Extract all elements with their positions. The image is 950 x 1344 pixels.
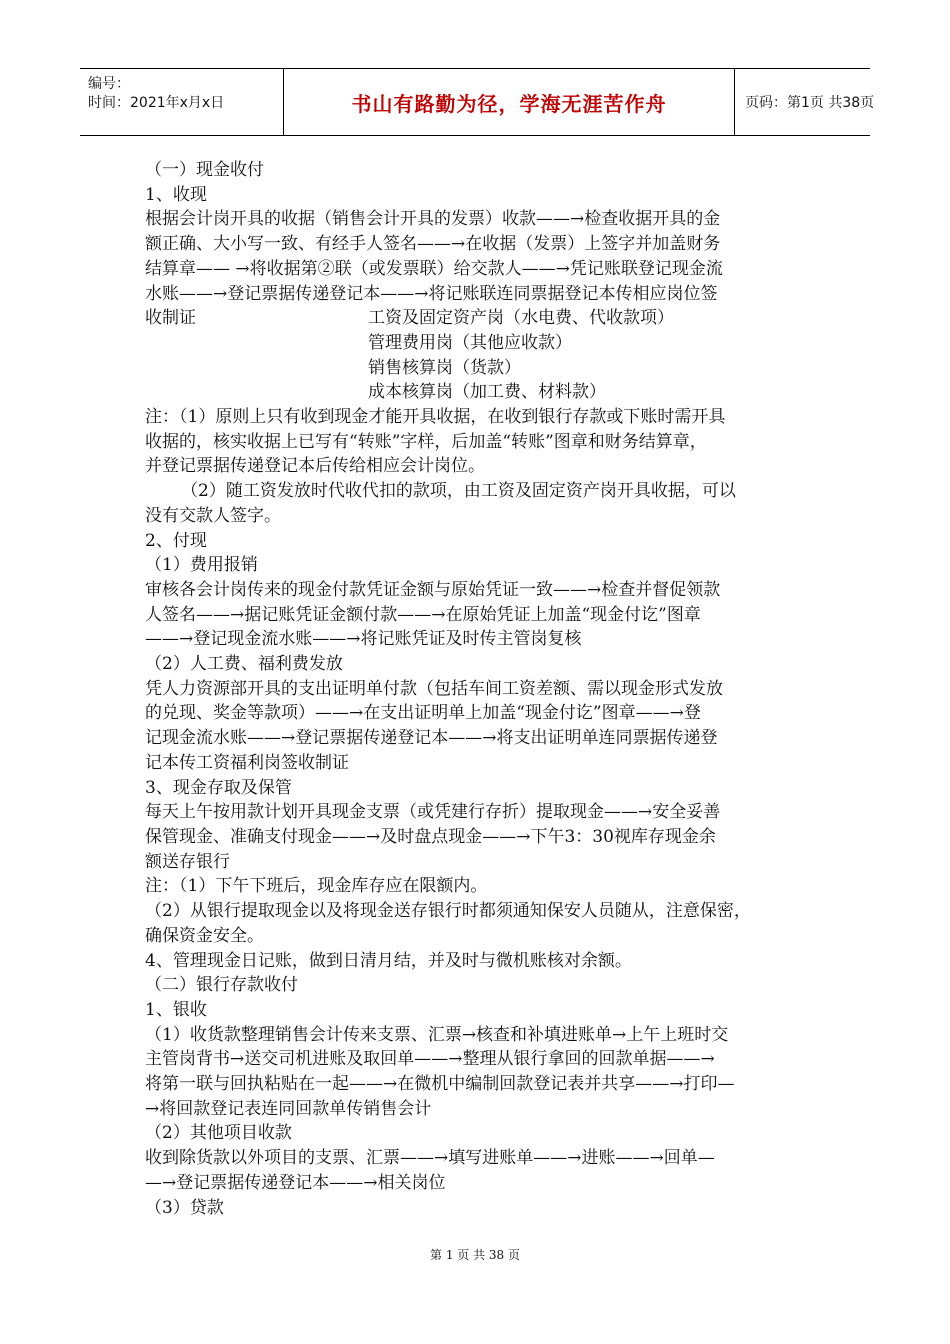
note-line: 没有交款人签字。 [145,505,281,526]
body-line: ——→登记现金流水账——→将记账凭证及时传主管岗复核 [145,629,582,650]
body-line: 4、管理现金日记账，做到日清月结，并及时与微机账核对余额。 [145,950,632,971]
header-meta [80,69,283,135]
body-line: 额正确、大小写一致、有经手人签名——→在收据（发票）上签字并加盖财务 [145,234,721,255]
body-line: （1）收货款整理销售会计传来支票、汇票→核查和补填进账单→上午上班时交 [145,1024,729,1045]
note-line: 并登记票据传递登记本后传给相应会计岗位。 [145,456,485,477]
item-heading: （3）贷款 [145,1197,224,1218]
body-line: →将回款登记表连同回款单传销售会计 [145,1098,432,1119]
item-heading: （1）费用报销 [145,555,258,576]
body-line: 人签名——→据记账凭证金额付款——→在原始凭证上加盖“现金付讫”图章 [145,604,701,625]
item-heading: （2）人工费、福利费发放 [145,654,343,675]
body-line: 审核各会计岗传来的现金付款凭证金额与原始凭证一致——→检查并督促领款 [145,579,721,600]
note-line: （2）从银行提取现金以及将现金送存银行时都须通知保安人员随从，注意保密， [145,901,751,922]
body-line: 水账——→登记票据传递登记本——→将记账联连同票据登记本传相应岗位签 [145,283,718,304]
subsection-heading: 3、现金存取及保管 [145,777,292,798]
note-line: 注：（1）下午下班后，现金库存应在限额内。 [145,876,488,897]
body-line: 保管现金、准确支付现金——→及时盘点现金——→下午3：30视库存现金余 [145,826,716,847]
body-line: 额送存银行 [145,851,230,872]
page-footer: 第 1 页 共 38 页 [430,1248,520,1262]
page-header [80,68,875,136]
body-line: 的兑现、奖金等款项）——→在支出证明单上加盖“现金付讫”图章——→登 [145,703,701,724]
subsection-heading: 2、付现 [145,530,207,551]
note-line: 收据的，核实收据上已写有“转账”字样，后加盖“转账”图章和财务结算章， [145,431,707,452]
body-line: —→登记票据传递登记本——→相关岗位 [145,1172,446,1193]
body-line: 记本传工资福利岗签收制证 [145,752,349,773]
branch-item: 管理费用岗（其他应收款） [368,332,572,353]
section-heading: （二）银行存款收付 [145,975,298,996]
note-line: （2）随工资发放时代收代扣的款项，由工资及固定资产岗开具收据，可以 [181,481,736,502]
header-page-info: 页码：第1页 共38页 [745,95,875,111]
body-line-with-branch [145,306,815,331]
body-line: 收到除货款以外项目的支票、汇票——→填写进账单——→进账——→回单— [145,1148,715,1169]
date-label: 时间：2021年x月x日 [88,95,225,111]
body-line: 将第一联与回执粘贴在一起——→在微机中编制回款登记表并共享——→打印— [145,1074,735,1095]
branch-item: 销售核算岗（货款） [368,357,521,378]
note-line: 注：（1）原则上只有收到现金才能开具收据，在收到银行存款或下账时需开具 [145,407,726,428]
body-line: 凭人力资源部开具的支出证明单付款（包括车间工资差额、需以现金形式发放 [145,678,723,699]
body-line: 记现金流水账——→登记票据传递登记本——→将支出证明单连同票据传递登 [145,728,718,749]
document-body [145,158,815,1220]
body-text: 收制证 [145,308,196,329]
branch-item: 工资及固定资产岗（水电费、代收款项） [368,308,674,329]
body-line: 结算章—— →将收据第②联（或发票联）给交款人——→凭记账联登记现金流 [145,258,723,279]
body-line: 每天上午按用款计划开具现金支票（或凭建行存折）提取现金——→安全妥善 [145,802,721,823]
branch-item: 成本核算岗（加工费、材料款） [368,382,606,403]
subsection-heading: 1、收现 [145,184,207,205]
body-line: 根据会计岗开具的收据（销售会计开具的发票）收款——→检查收据开具的金 [145,209,721,230]
number-label: 编号： [88,76,130,92]
subsection-heading: 1、银收 [145,999,207,1020]
section-heading: （一）现金收付 [145,160,264,180]
item-heading: （2）其他项目收款 [145,1123,292,1144]
note-line: 确保资金安全。 [145,925,264,946]
body-line: 主管岗背书→送交司机进账及取回单——→整理从银行拿回的回款单据——→ [145,1049,715,1070]
header-motto: 书山有路勤为径，学海无涯苦作舟 [283,69,735,135]
